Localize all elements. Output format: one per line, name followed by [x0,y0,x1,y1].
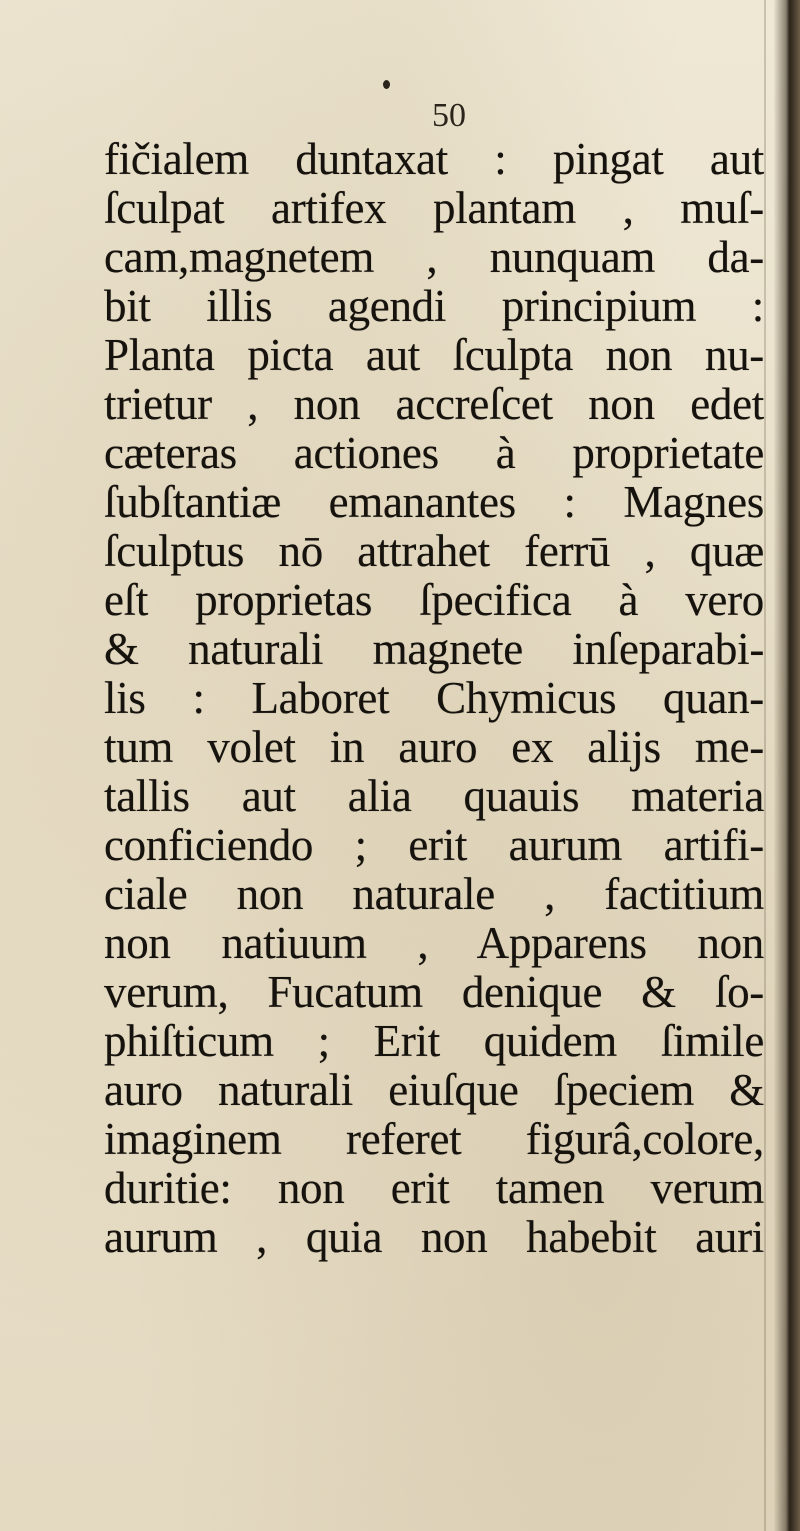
text-line: ciale non naturale , factitium [104,869,764,919]
text-line: & naturali magnete inſeparabi- [104,624,764,674]
text-line: Planta picta aut ſculpta non nu- [104,330,764,380]
text-line: non natiuum , Apparens non [104,918,764,968]
text-line: verum, Fucatum denique & ſo- [104,967,764,1017]
text-line: imaginem referet figurâ,colore, [104,1114,764,1164]
body-text [104,135,764,1262]
text-line: eſt proprietas ſpecifica à vero [104,575,764,625]
page-fold-shadow [764,0,766,1531]
text-line: ſculptus nō attrahet ferrū , quæ [104,526,764,576]
text-line: bit illis agendi principium : [104,281,764,331]
text-line: aurum , quia non habebit auri [104,1212,764,1262]
text-line: ſubſtantiæ emanantes : Magnes [104,477,764,527]
text-line: tallis aut alia quauis materia [104,771,764,821]
text-line: cæteras actiones à proprietate [104,428,764,478]
text-line: conficiendo ; erit aurum artifi- [104,820,764,870]
text-line: tum volet in auro ex alijs me- [104,722,764,772]
text-line: phiſticum ; Erit quidem ſimile [104,1016,764,1066]
text-line: ſculpat artifex plantam , muſ- [104,183,764,233]
text-line: fičialem duntaxat : pingat aut [104,134,764,184]
text-line: trietur , non accreſcet non edet [104,379,764,429]
ink-speck [383,80,390,89]
page-number: 50 [432,97,466,134]
text-line: duritie: non erit tamen verum [104,1163,764,1213]
text-line: lis : Laboret Chymicus quan- [104,673,764,723]
text-line: auro naturali eiuſque ſpeciem & [104,1065,764,1115]
text-line: cam,magnetem , nunquam da- [104,232,764,282]
book-gutter [774,0,800,1531]
